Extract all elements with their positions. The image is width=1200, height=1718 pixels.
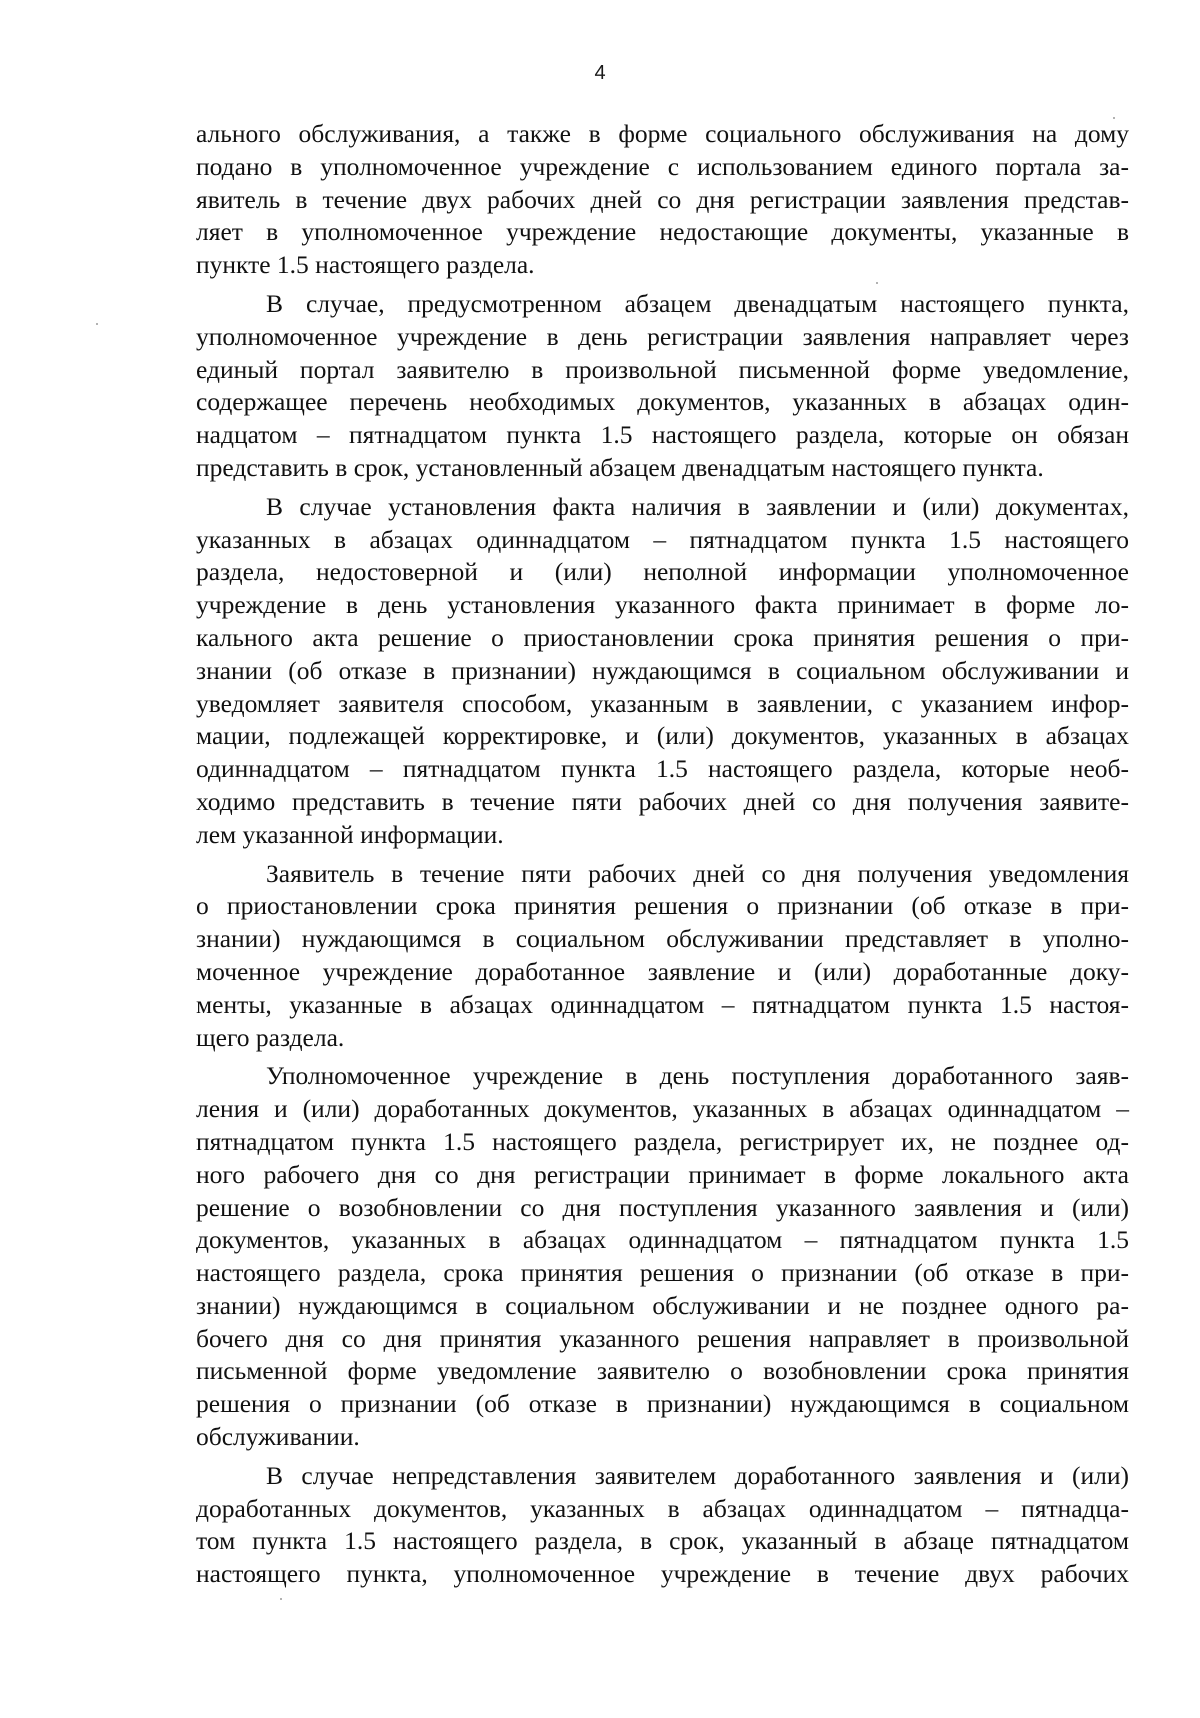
text-line: моченное учреждение доработанное заявление и (или) доработанные доку- (196, 956, 1129, 986)
text-line: Заявитель в течение пяти рабочих дней со дня получения уведомления (266, 858, 1129, 888)
scan-speck (280, 1598, 282, 1600)
page-number: 4 (594, 62, 606, 84)
text-line: документов, указанных в абзацах одиннадцатом – пятнадцатом пункта 1.5 (196, 1225, 1129, 1255)
text-line: бочего дня со дня принятия указанного решения направляет в произвольной (196, 1323, 1129, 1353)
paragraph (196, 1460, 1129, 1591)
text-line: единый портал заявителю в произвольной письменной форме уведомление, (196, 354, 1129, 384)
scan-speck (96, 323, 98, 325)
text-line: явитель в течение двух рабочих дней со дня регистрации заявления представ- (196, 184, 1129, 214)
text-line: знании) нуждающимся в социальном обслуживании и не позднее одного ра- (196, 1290, 1129, 1320)
scan-speck (876, 282, 878, 284)
text-line: В случае, предусмотренном абзацем двенадцатым настоящего пункта, (266, 288, 1129, 318)
text-line: указанных в абзацах одиннадцатом – пятнадцатом пункта 1.5 настоящего (196, 524, 1129, 554)
text-line: представить в срок, установленный абзацем двенадцатым настоящего пункта. (196, 452, 1044, 482)
paragraph (196, 288, 1129, 485)
text-line: настоящего пункта, уполномоченное учреждение в течение двух рабочих (196, 1559, 1129, 1589)
text-line: том пункта 1.5 настоящего раздела, в срок, указанный в абзаце пятнадцатом (196, 1526, 1129, 1556)
text-line: знании) нуждающимся в социальном обслуживании представляет в уполно- (196, 924, 1129, 954)
text-line: ления и (или) доработанных документов, указанных в абзацах одиннадцатом – (196, 1094, 1129, 1124)
text-line: письменной форме уведомление заявителю о возобновлении срока принятия (196, 1356, 1129, 1386)
text-line: Уполномоченное учреждение в день поступления доработанного заяв- (266, 1061, 1129, 1091)
text-line: надцатом – пятнадцатом пункта 1.5 настоящего раздела, которые он обязан (196, 420, 1129, 450)
document-body (196, 118, 1129, 1591)
text-line: учреждение в день установления указанного факта принимает в форме ло- (196, 590, 1129, 620)
text-line: одиннадцатом – пятнадцатом пункта 1.5 настоящего раздела, которые необ- (196, 754, 1129, 784)
scan-speck (1113, 117, 1115, 119)
paragraph (196, 858, 1129, 1055)
text-line: ходимо представить в течение пяти рабочих дней со дня получения заявите- (196, 786, 1129, 816)
text-line: раздела, недостоверной и (или) неполной информации уполномоченное (196, 557, 1129, 587)
text-line: менты, указанные в абзацах одиннадцатом – пятнадцатом пункта 1.5 настоя- (196, 989, 1129, 1019)
text-line: В случае непредставления заявителем доработанного заявления и (или) (266, 1460, 1129, 1490)
text-line: доработанных документов, указанных в абзацах одиннадцатом – пятнадца- (196, 1493, 1129, 1523)
text-line: уполномоченное учреждение в день регистрации заявления направляет через (196, 321, 1129, 351)
text-line: пятнадцатом пункта 1.5 настоящего раздела, регистрирует их, не позднее од- (196, 1126, 1129, 1156)
paragraph (196, 1060, 1129, 1454)
text-line: В случае установления факта наличия в заявлении и (или) документах, (266, 491, 1129, 521)
paragraph (196, 118, 1129, 282)
text-line: о приостановлении срока принятия решения о признании (об отказе в при- (196, 891, 1129, 921)
text-line: знании (об отказе в признании) нуждающимся в социальном обслуживании и (196, 655, 1129, 685)
text-line: подано в уполномоченное учреждение с использованием единого портала за- (196, 151, 1129, 181)
text-line: содержащее перечень необходимых документов, указанных в абзацах один- (196, 387, 1129, 417)
text-line: ляет в уполномоченное учреждение недостающие документы, указанные в (196, 217, 1129, 247)
text-line: мации, подлежащей корректировке, и (или) документов, указанных в абзацах (196, 721, 1129, 751)
text-line: щего раздела. (196, 1022, 345, 1052)
text-line: уведомляет заявителя способом, указанным в заявлении, с указанием инфор- (196, 688, 1129, 718)
text-line: кального акта решение о приостановлении срока принятия решения о при- (196, 622, 1129, 652)
text-line: ного рабочего дня со дня регистрации принимает в форме локального акта (196, 1159, 1129, 1189)
text-line: пункте 1.5 настоящего раздела. (196, 250, 535, 280)
text-line: решения о признании (об отказе в признании) нуждающимся в социальном (196, 1389, 1129, 1419)
text-line: решение о возобновлении со дня поступления указанного заявления и (или) (196, 1192, 1129, 1222)
text-line: настоящего раздела, срока принятия решения о признании (об отказе в при- (196, 1258, 1129, 1288)
text-line: ального обслуживания, а также в форме социального обслуживания на дому (196, 119, 1129, 148)
text-line: обслуживании. (196, 1422, 360, 1452)
paragraph (196, 491, 1129, 852)
text-line: лем указанной информации. (196, 819, 504, 849)
